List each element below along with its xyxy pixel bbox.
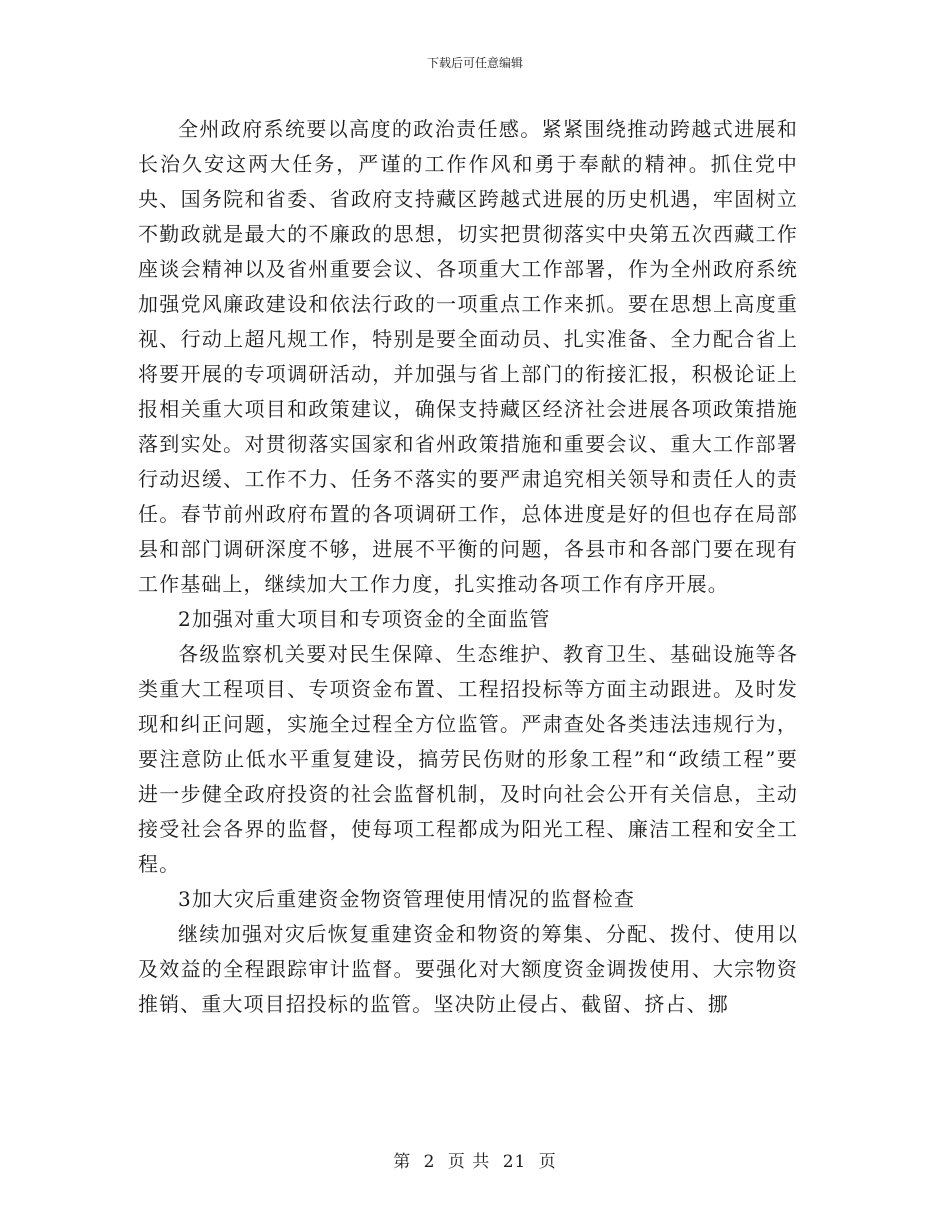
- paragraph-2: 各级监察机关要对民生保障、生态维护、教育卫生、基础设施等各类重大工程项目、专项资金布置、工程招投标等方面主动跟进。及时发现和纠正问题，实施全过程全方位监管。严肃查处各类违法违规行为，要注意防止低水平重复建设，搞劳民伤财的形象工程”和“政绩工程”要进一步健全政府投资的社会监督机制，及时向社会公开有关信息，主动接受社会各界的监督，使每项工程都成为阳光工程、廉洁工程和安全工程。: [138, 642, 798, 876]
- footer-total-pages: 21: [502, 1152, 527, 1172]
- page-header-note: 下载后可任意编辑: [426, 56, 523, 70]
- footer-middle: 页 共: [447, 1152, 491, 1172]
- footer-suffix: 页: [538, 1152, 557, 1172]
- document-body: [138, 112, 798, 1022]
- footer-prefix: 第: [393, 1152, 412, 1172]
- paragraph-3: 继续加强对灾后恢复重建资金和物资的筹集、分配、拨付、使用以及效益的全程跟踪审计监督。要强化对大额度资金调拨使用、大宗物资推销、重大项目招投标的监管。坚决防止侵占、截留、挤占、挪: [138, 922, 798, 1016]
- page-footer: [0, 1152, 950, 1172]
- paragraph-1: 全州政府系统要以高度的政治责任感。紧紧围绕推动跨越式进展和长治久安这两大任务，严谨的工作作风和勇于奉献的精神。抓住党中央、国务院和省委、省政府支持藏区跨越式进展的历史机遇，牢固树立不勤政就是最大的不廉政的思想，切实把贯彻落实中央第五次西藏工作座谈会精神以及省州重要会议、各项重大工作部署，作为全州政府系统加强党风廉政建设和依法行政的一项重点工作来抓。要在思想上高度重视、行动上超凡规工作，特别是要全面动员、扎实准备、全力配合省上将要开展的专项调研活动，并加强与省上部门的衔接汇报，积极论证上报相关重大项目和政策建议，确保支持藏区经济社会进展各项政策措施落到实处。对贯彻落实国家和省州政策措施和重要会议、重大工作部署行动迟缓、工作不力、任务不落实的要严肃追究相关领导和责任人的责任。春节前州政府布置的各项调研工作，总体进度是好的但也存在局部县和部门调研深度不够，进展不平衡的问题，各县市和各部门要在现有工作基础上，继续加大工作力度，扎实推动各项工作有序开展。: [138, 117, 798, 596]
- section-heading-2: 2加强对重大项目和专项资金的全面监管: [178, 607, 551, 631]
- section-heading-3: 3加大灾后重建资金物资管理使用情况的监督检查: [178, 887, 635, 911]
- footer-page-number: 2: [423, 1152, 436, 1172]
